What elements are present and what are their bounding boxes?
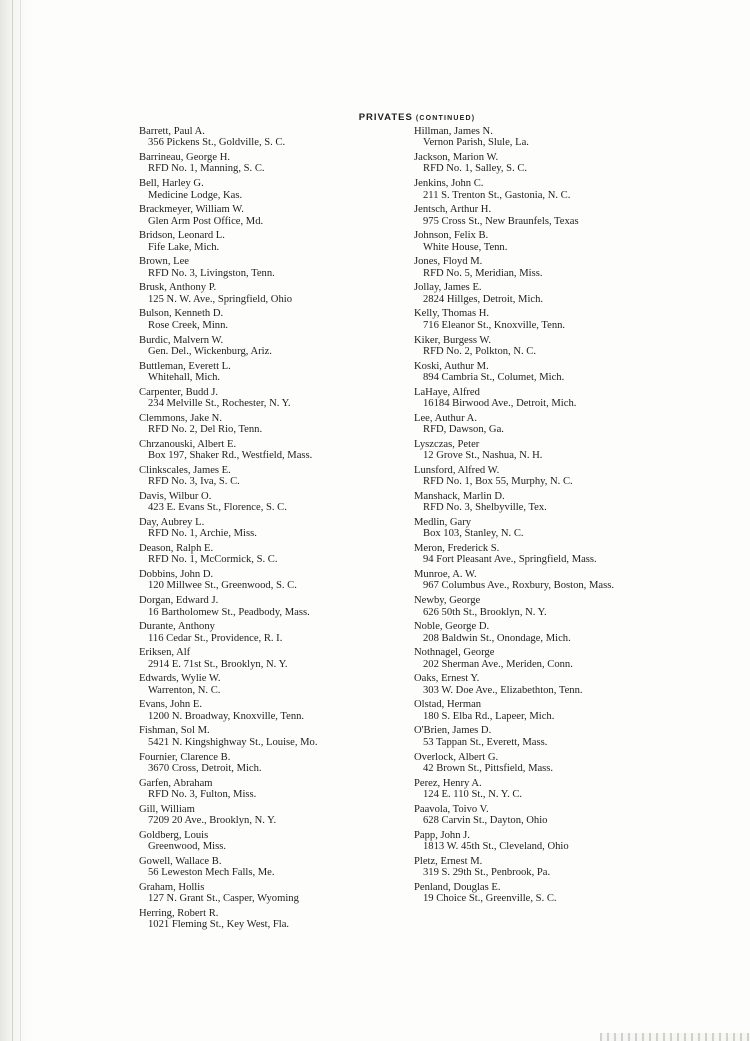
- entry-name: LaHaye, Alfred: [414, 386, 480, 398]
- heading-title: PRIVATES: [358, 112, 413, 123]
- entry-name: Garfen, Abraham: [139, 777, 213, 789]
- entry-name: Jollay, James E.: [414, 282, 482, 294]
- entry-address: 125 N. W. Ave., Springfield, Ohio: [148, 293, 292, 305]
- entry-name: Day, Aubrey L.: [139, 516, 205, 528]
- entry-name: Gowell, Wallace B.: [139, 855, 222, 867]
- entry-address: 975 Cross St., New Braunfels, Texas: [423, 215, 579, 227]
- entry-name: Davis, Wilbur O.: [139, 490, 212, 502]
- entry-name: Burdic, Malvern W.: [139, 334, 224, 346]
- roster-entry: [414, 308, 730, 331]
- entry-address: 1200 N. Broadway, Knoxville, Tenn.: [148, 710, 305, 722]
- entry-name: Bridson, Leonard L.: [139, 230, 225, 242]
- entry-name: Brown, Lee: [139, 256, 190, 268]
- roster-entry: [414, 204, 730, 227]
- roster-entry: [414, 543, 730, 566]
- roster-entry: [139, 621, 407, 644]
- entry-address: 356 Pickens St., Goldville, S. C.: [148, 137, 286, 149]
- entry-address: 7209 20 Ave., Brooklyn, N. Y.: [148, 815, 277, 827]
- entry-address: RFD No. 3, Iva, S. C.: [148, 476, 240, 488]
- roster-entry: [139, 673, 407, 696]
- roster-entry: [139, 908, 407, 931]
- entry-address: RFD No. 3, Shelbyville, Tex.: [423, 502, 547, 514]
- roster-entry: [139, 699, 407, 722]
- entry-address: Rose Creek, Minn.: [148, 319, 229, 331]
- entry-name: Oaks, Ernest Y.: [414, 673, 480, 685]
- entry-name: Buttleman, Everett L.: [139, 360, 231, 372]
- entry-address: 5421 N. Kingshighway St., Louise, Mo.: [148, 736, 318, 748]
- roster-entry: [414, 752, 730, 775]
- roster-entry: [414, 491, 730, 514]
- entry-address: RFD No. 1, Archie, Miss.: [148, 528, 257, 540]
- entry-name: Papp, John J.: [414, 829, 470, 841]
- entry-name: Durante, Anthony: [139, 621, 215, 633]
- entry-address: 116 Cedar St., Providence, R. I.: [148, 632, 283, 644]
- entry-name: Jenkins, John C.: [414, 178, 484, 190]
- entry-name: Deason, Ralph E.: [139, 543, 214, 554]
- entry-name: Lee, Authur A.: [414, 412, 477, 424]
- roster-entry: [139, 439, 407, 462]
- entry-address: RFD No. 1, Manning, S. C.: [148, 163, 265, 175]
- entry-name: Bell, Harley G.: [139, 178, 204, 190]
- roster-entry: [139, 752, 407, 775]
- entry-name: Kiker, Burgess W.: [414, 334, 492, 346]
- roster-entry: [139, 178, 407, 201]
- entry-address: 208 Baldwin St., Onondage, Mich.: [423, 632, 571, 644]
- entry-name: Evans, John E.: [139, 699, 202, 711]
- entry-address: 1021 Fleming St., Key West, Fla.: [148, 919, 290, 931]
- roster-entry: [139, 882, 407, 905]
- entry-address: 16 Bartholomew St., Peadbody, Mass.: [148, 606, 310, 618]
- entry-name: O'Brien, James D.: [414, 725, 492, 737]
- entry-address: 967 Columbus Ave., Roxbury, Boston, Mass.: [423, 580, 614, 592]
- entry-name: Jackson, Marion W.: [414, 152, 499, 164]
- section-heading: [0, 112, 750, 123]
- entry-name: Munroe, A. W.: [414, 569, 477, 581]
- entry-name: Fishman, Sol M.: [139, 725, 210, 737]
- roster-entry: [139, 647, 407, 670]
- roster-entry: [414, 335, 730, 358]
- entry-name: Bulson, Kenneth D.: [139, 308, 224, 320]
- entry-name: Manshack, Marlin D.: [414, 490, 505, 502]
- heading-continued: (CONTINUED): [415, 115, 476, 122]
- entry-name: Brusk, Anthony P.: [139, 282, 217, 294]
- entry-address: Warrenton, N. C.: [148, 684, 221, 696]
- roster-entry: [414, 256, 730, 279]
- entry-address: RFD, Dawson, Ga.: [423, 424, 504, 436]
- entry-name: Edwards, Wylie W.: [139, 673, 221, 685]
- roster-entry: [139, 830, 407, 853]
- roster-entry: [414, 465, 730, 488]
- roster-entry: [139, 804, 407, 827]
- roster-entry: [139, 282, 407, 305]
- entry-name: Hillman, James N.: [414, 126, 493, 137]
- entry-name: Gill, William: [139, 803, 195, 815]
- entry-address: RFD No. 1, Box 55, Murphy, N. C.: [423, 476, 573, 488]
- entry-address: 202 Sherman Ave., Meriden, Conn.: [423, 658, 573, 670]
- entry-name: Kelly, Thomas H.: [414, 308, 490, 320]
- roster-entry: [414, 621, 730, 644]
- entry-address: Glen Arm Post Office, Md.: [148, 215, 264, 227]
- entry-address: 42 Brown St., Pittsfield, Mass.: [423, 762, 554, 774]
- roster-entry: [139, 569, 407, 592]
- roster-entry: [139, 152, 407, 175]
- entry-address: 53 Tappan St., Everett, Mass.: [423, 736, 548, 748]
- entry-address: Whitehall, Mich.: [148, 371, 221, 383]
- entry-address: 124 E. 110 St., N. Y. C.: [423, 788, 523, 800]
- entry-address: 180 S. Elba Rd., Lapeer, Mich.: [423, 710, 555, 722]
- roster-entry: [414, 152, 730, 175]
- roster-entry: [414, 439, 730, 462]
- entry-address: RFD No. 5, Meridian, Miss.: [423, 267, 543, 279]
- entry-name: Fournier, Clarence B.: [139, 751, 231, 763]
- entry-address: 127 N. Grant St., Casper, Wyoming: [148, 893, 299, 905]
- roster-entry: [139, 204, 407, 227]
- entry-address: 19 Choice St., Greenville, S. C.: [423, 893, 557, 905]
- roster-entry: [139, 778, 407, 801]
- entry-address: 423 E. Evans St., Florence, S. C.: [148, 502, 287, 514]
- entry-name: Penland, Douglas E.: [414, 881, 501, 893]
- roster-entry: [414, 882, 730, 905]
- roster-entry: [414, 804, 730, 827]
- roster-entry: [414, 361, 730, 384]
- entry-name: Olstad, Herman: [414, 699, 482, 711]
- entry-address: 120 Millwee St., Greenwood, S. C.: [148, 580, 297, 592]
- scan-edge-marks: [600, 1033, 750, 1041]
- entry-address: Box 197, Shaker Rd., Westfield, Mass.: [148, 450, 313, 462]
- entry-name: Chrzanouski, Albert E.: [139, 438, 237, 450]
- entry-address: 12 Grove St., Nashua, N. H.: [423, 450, 543, 462]
- entry-name: Nothnagel, George: [414, 647, 495, 659]
- roster-entry: [139, 465, 407, 488]
- entry-address: 894 Cambria St., Columet, Mich.: [423, 371, 565, 383]
- entry-address: 626 50th St., Brooklyn, N. Y.: [423, 606, 547, 618]
- roster-entry: [139, 230, 407, 253]
- roster-entry: [139, 308, 407, 331]
- entry-address: RFD No. 1, Salley, S. C.: [423, 163, 528, 175]
- entry-address: 3670 Cross, Detroit, Mich.: [148, 762, 262, 774]
- entry-address: 303 W. Doe Ave., Elizabethton, Tenn.: [423, 684, 583, 696]
- entry-name: Clemmons, Jake N.: [139, 412, 222, 424]
- roster-entry: [414, 699, 730, 722]
- entry-address: 628 Carvin St., Dayton, Ohio: [423, 815, 548, 827]
- entry-name: Dorgan, Edward J.: [139, 595, 219, 607]
- entry-name: Lunsford, Alfred W.: [414, 464, 500, 476]
- roster-entry: [139, 543, 407, 566]
- entry-address: Fife Lake, Mich.: [148, 241, 220, 253]
- entry-address: White House, Tenn.: [423, 241, 508, 253]
- entry-address: 56 Leweston Mech Falls, Me.: [148, 867, 275, 879]
- entry-address: 1813 W. 45th St., Cleveland, Ohio: [423, 841, 569, 853]
- entry-name: Noble, George D.: [414, 621, 490, 633]
- entry-name: Barrett, Paul A.: [139, 126, 205, 137]
- roster-entry: [414, 387, 730, 410]
- entry-name: Medlin, Gary: [414, 516, 472, 528]
- entry-name: Overlock, Albert G.: [414, 751, 499, 763]
- entry-address: RFD No. 2, Polkton, N. C.: [423, 345, 537, 357]
- entry-name: Barrineau, George H.: [139, 152, 230, 164]
- roster-entry: [414, 413, 730, 436]
- entry-address: RFD No. 3, Livingston, Tenn.: [148, 267, 275, 279]
- entry-address: 319 S. 29th St., Penbrook, Pa.: [423, 867, 551, 879]
- roster-entry: [139, 491, 407, 514]
- roster-entry: [139, 725, 407, 748]
- entry-name: Johnson, Felix B.: [414, 230, 489, 242]
- roster-entry: [414, 673, 730, 696]
- roster-entry: [139, 517, 407, 540]
- entry-address: 234 Melville St., Rochester, N. Y.: [148, 398, 291, 410]
- entry-name: Dobbins, John D.: [139, 569, 214, 581]
- roster-entry: [414, 856, 730, 879]
- roster-entry: [414, 126, 730, 149]
- roster-entry: [139, 387, 407, 410]
- roster-entry: [139, 413, 407, 436]
- entry-address: Vernon Parish, Slule, La.: [423, 137, 529, 149]
- entry-address: 94 Fort Pleasant Ave., Springfield, Mass.: [423, 554, 597, 566]
- roster-entry: [414, 282, 730, 305]
- binding-edge: [0, 0, 34, 1041]
- roster-right-column: [414, 126, 730, 908]
- roster-entry: [139, 126, 407, 149]
- entry-address: RFD No. 2, Del Rio, Tenn.: [148, 424, 263, 436]
- roster-entry: [139, 361, 407, 384]
- entry-address: Greenwood, Miss.: [148, 841, 226, 853]
- entry-address: 716 Eleanor St., Knoxville, Tenn.: [423, 319, 566, 331]
- entry-name: Newby, George: [414, 595, 481, 607]
- roster-entry: [139, 335, 407, 358]
- entry-name: Goldberg, Louis: [139, 829, 209, 841]
- entry-address: 2914 E. 71st St., Brooklyn, N. Y.: [148, 658, 288, 670]
- roster-entry: [414, 178, 730, 201]
- entry-address: RFD No. 3, Fulton, Miss.: [148, 788, 257, 800]
- roster-entry: [139, 856, 407, 879]
- entry-address: Box 103, Stanley, N. C.: [423, 528, 524, 540]
- roster-entry: [139, 256, 407, 279]
- entry-name: Jentsch, Arthur H.: [414, 204, 492, 216]
- roster-entry: [414, 647, 730, 670]
- entry-address: 2824 Hillges, Detroit, Mich.: [423, 293, 544, 305]
- roster-entry: [414, 517, 730, 540]
- entry-name: Koski, Authur M.: [414, 360, 489, 372]
- entry-address: Medicine Lodge, Kas.: [148, 189, 243, 201]
- entry-name: Clinkscales, James E.: [139, 464, 231, 476]
- entry-name: Eriksen, Alf: [139, 647, 191, 659]
- roster-entry: [414, 569, 730, 592]
- roster-entry: [139, 595, 407, 618]
- entry-address: 211 S. Trenton St., Gastonia, N. C.: [423, 189, 571, 201]
- entry-address: Gen. Del., Wickenburg, Ariz.: [148, 345, 272, 357]
- entry-name: Graham, Hollis: [139, 881, 205, 893]
- roster-entry: [414, 830, 730, 853]
- entry-name: Perez, Henry A.: [414, 777, 482, 789]
- entry-name: Herring, Robert R.: [139, 907, 219, 919]
- entry-address: 16184 Birwood Ave., Detroit, Mich.: [423, 398, 577, 410]
- entry-name: Paavola, Toivo V.: [414, 803, 489, 815]
- roster-entry: [414, 595, 730, 618]
- roster-entry: [414, 230, 730, 253]
- entry-name: Lyszczas, Peter: [414, 438, 480, 450]
- entry-name: Brackmeyer, William W.: [139, 204, 244, 216]
- entry-address: RFD No. 1, McCormick, S. C.: [148, 554, 278, 566]
- roster-entry: [414, 778, 730, 801]
- entry-name: Pletz, Ernest M.: [414, 855, 483, 867]
- entry-name: Meron, Frederick S.: [414, 543, 500, 554]
- roster-entry: [414, 725, 730, 748]
- entry-name: Carpenter, Budd J.: [139, 386, 219, 398]
- roster-left-column: [139, 126, 407, 934]
- entry-name: Jones, Floyd M.: [414, 256, 483, 268]
